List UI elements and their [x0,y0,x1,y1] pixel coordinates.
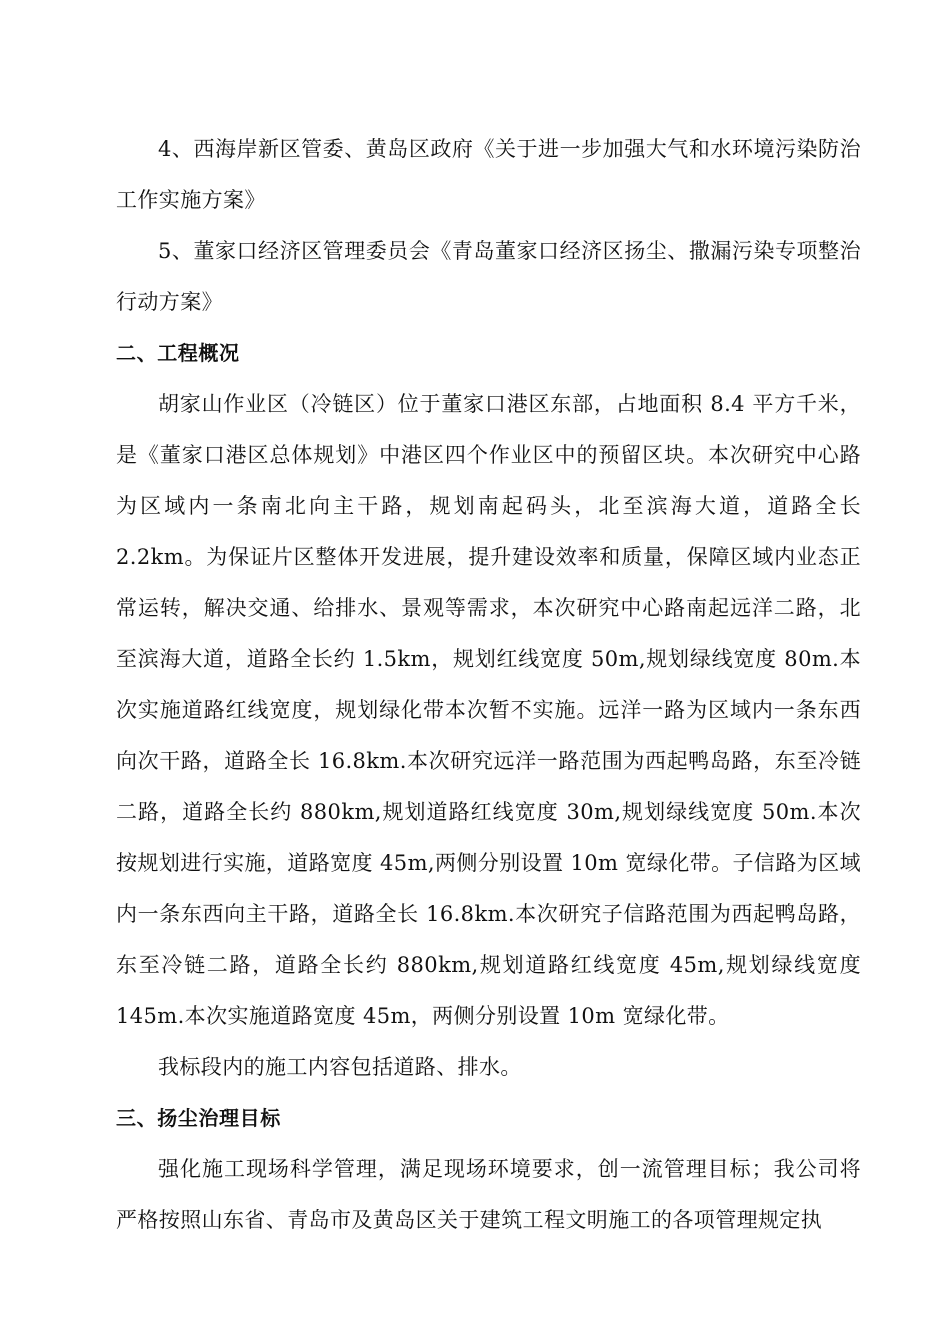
construction-scope-paragraph: 我标段内的施工内容包括道路、排水。 [158,1055,522,1079]
dust-control-goals-paragraph: 强化施工现场科学管理，满足现场环境要求，创一流管理目标；我公司将严格按照山东省、青岛市及黄岛区关于建筑工程文明施工的各项管理规定执 [116,1157,861,1232]
section-heading-project-overview: 二、工程概况 [116,341,240,365]
section-heading-dust-control-goals: 三、扬尘治理目标 [116,1106,281,1130]
project-overview-paragraph: 胡家山作业区（冷链区）位于董家口港区东部，占地面积 8.4 平方千米，是《董家口港区总体规划》中港区四个作业区中的预留区块。本次研究中心路为区域内一条南北向主干路，规划南起码头，北至滨海大道，道路全长 2.2km。为保证片区整体开发进展，提升建设效率和质量，保障区域内业态正常运转，解决交通、给排水、景观等需求，本次研究中心路南起远洋二路，北至滨海大道，道路全长约 1.5km，规划红线宽度 50m,规划绿线宽度 80m.本次实施道路红线宽度，规划绿化带本次暂不实施。远洋一路为区域内一条东西向次干路，道路全长 16.8km.本次研究远洋一路范围为西起鸭岛路，东至冷链二路，道路全长约 880km,规划道路红线宽度 30m,规划绿线宽度 50m.本次按规划进行实施，道路宽度 45m,两侧分别设置 10m 宽绿化带。子信路为区域内一条东西向主干路，道路全长 16.8km.本次研究子信路范围为西起鸭岛路，东至冷链二路，道路全长约 880km,规划道路红线宽度 45m,规划绿线宽度 145m.本次实施道路宽度 45m，两侧分别设置 10m 宽绿化带。 [116,392,861,1028]
reference-item-4: 4、西海岸新区管委、黄岛区政府《关于进一步加强大气和水环境污染防治工作实施方案》 [116,137,861,212]
reference-item-5: 5、董家口经济区管理委员会《青岛董家口经济区扬尘、撒漏污染专项整治行动方案》 [116,239,861,314]
document-body [116,124,861,1246]
